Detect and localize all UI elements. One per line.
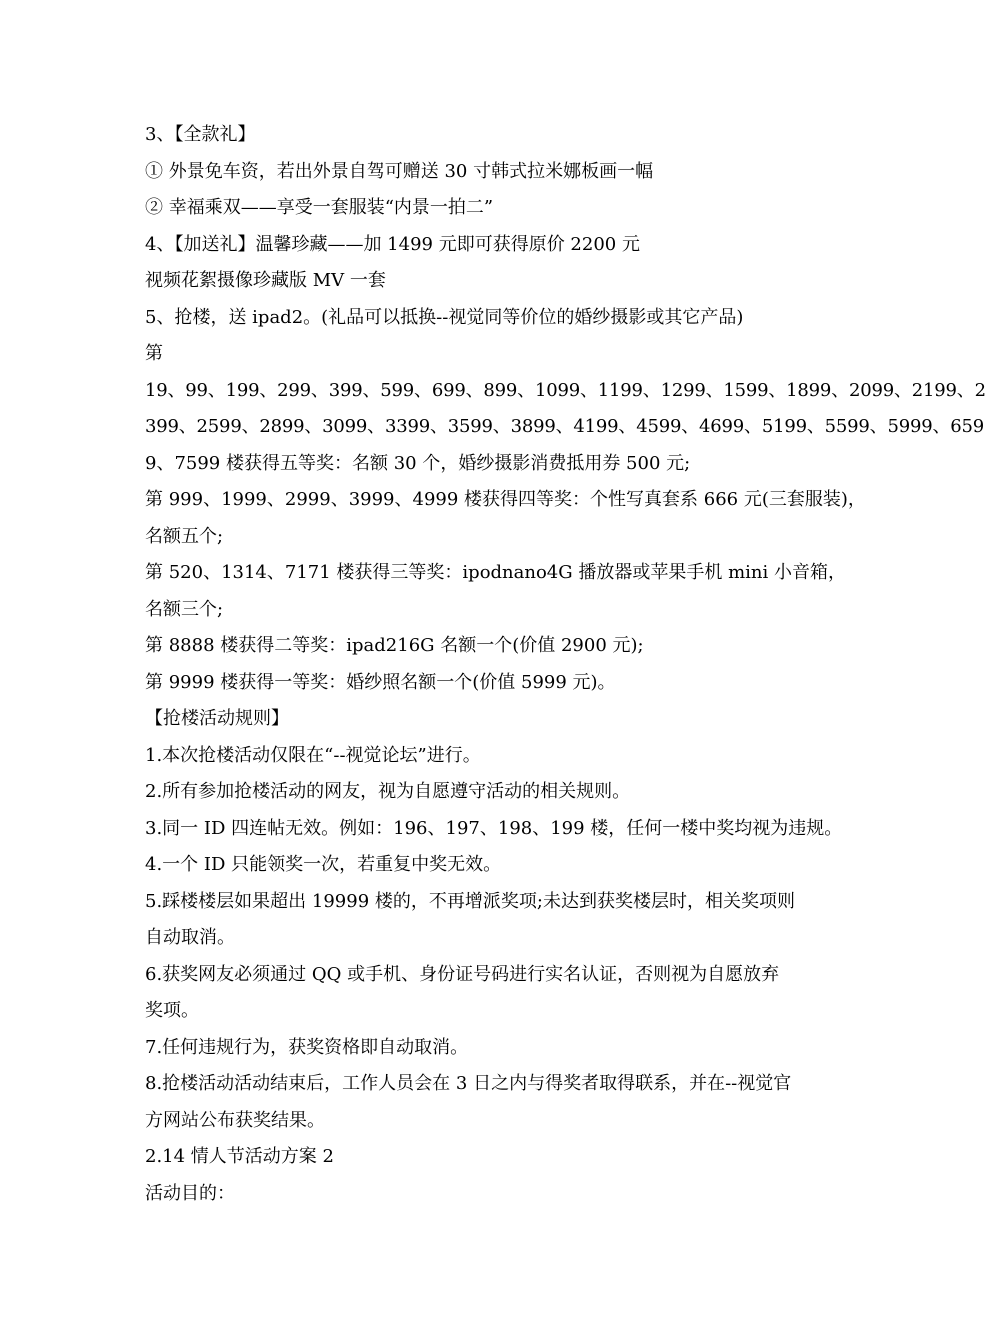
section-heading-floor-grab: 5、抢楼，送 ipad2。(礼品可以抵换--视觉同等价位的婚纱摄影或其它产品) [145, 306, 744, 328]
document-body [145, 117, 986, 1212]
rule-item-continuation: 奖项。 [145, 1000, 199, 1021]
section-heading-plan-2: 2.14 情人节活动方案 2 [145, 1146, 334, 1167]
paragraph-line: 名额五个; [145, 525, 224, 547]
rule-item: 8.抢楼活动活动结束后，工作人员会在 3 日之内与得奖者取得联系，并在--视觉官 [145, 1073, 792, 1094]
rule-item: 6.获奖网友必须通过 QQ 或手机、身份证号码进行实名认证，否则视为自愿放弃 [145, 963, 780, 985]
paragraph-line: 名额三个; [145, 598, 224, 620]
paragraph-line: 9、7599 楼获得五等奖：名额 30 个，婚纱摄影消费抵用券 500 元; [145, 452, 691, 474]
rule-item: 5.踩楼楼层如果超出 19999 楼的，不再增派奖项;未达到获奖楼层时，相关奖项则 [145, 890, 795, 912]
rule-item: 3.同一 ID 四连帖无效。例如：196、197、198、199 楼，任何一楼中奖均视为违规。 [145, 817, 843, 839]
list-item: ② 幸福乘双——享受一套服装“内景一拍二” [145, 197, 494, 218]
paragraph-line: 第 [145, 343, 163, 364]
subheading-activity-purpose: 活动目的： [145, 1182, 235, 1204]
section-heading-full-payment-gift: 3、【全款礼】 [145, 124, 256, 145]
rule-item-continuation: 自动取消。 [145, 927, 235, 948]
paragraph-line: 第 520、1314、7171 楼获得三等奖：ipodnano4G 播放器或苹果手机 mini 小音箱， [145, 562, 846, 583]
paragraph-line: 第 8888 楼获得二等奖：ipad216G 名额一个(价值 2900 元); [145, 635, 644, 656]
list-item: ① 外景免车资，若出外景自驾可赠送 30 寸韩式拉米娜板画一幅 [145, 160, 654, 182]
rule-item-continuation: 方网站公布获奖结果。 [145, 1109, 325, 1131]
rule-item: 2.所有参加抢楼活动的网友，视为自愿遵守活动的相关规则。 [145, 781, 631, 802]
rule-item: 7.任何违规行为，获奖资格即自动取消。 [145, 1036, 469, 1058]
rule-item: 4.一个 ID 只能领奖一次，若重复中奖无效。 [145, 854, 502, 875]
section-heading-bonus-gift: 4、【加送礼】温馨珍藏——加 1499 元即可获得原价 2200 元 [145, 233, 640, 255]
section-heading-rules: 【抢楼活动规则】 [145, 708, 289, 729]
paragraph-line: 第 999、1999、2999、3999、4999 楼获得四等奖：个性写真套系 666 元(三套服装)， [145, 489, 866, 510]
paragraph-line: 第 9999 楼获得一等奖：婚纱照名额一个(价值 5999 元)。 [145, 671, 616, 693]
paragraph-line: 19、99、199、299、399、599、699、899、1099、1199、1299、1599、1899、2099、2199、2 [145, 379, 986, 401]
paragraph-line: 399、2599、2899、3099、3399、3599、3899、4199、4599、4699、5199、5599、5999、659 [145, 416, 985, 437]
rule-item: 1.本次抢楼活动仅限在“--视觉论坛”进行。 [145, 744, 481, 766]
paragraph-line: 视频花絮摄像珍藏版 MV 一套 [145, 270, 386, 291]
